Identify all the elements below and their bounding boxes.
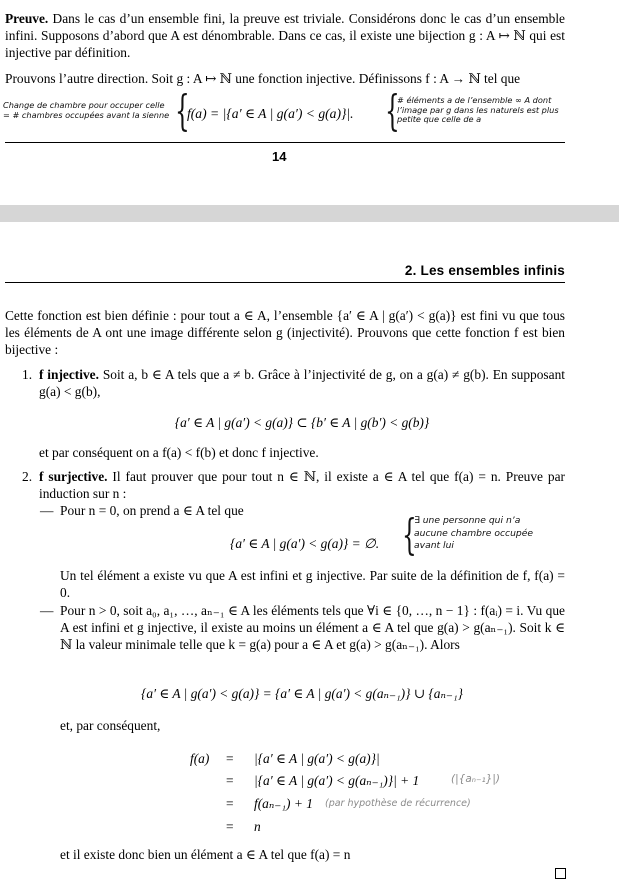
note-left-line-2: = # chambres occupées avant la sienne (3, 109, 170, 120)
handwritten-note-right (397, 96, 602, 125)
base-case-text: Pour n = 0, on prend a ∈ A tel que (60, 503, 244, 518)
item-2-number: 2. (22, 469, 33, 484)
item-2-paragraph (39, 468, 565, 502)
eq-row-2: |{a′ ∈ A | g(a′) < g(aₙ₋₁)}| + 1 (254, 773, 420, 788)
f-definition-formula: f(a) = |{a′ ∈ A | g(a′) < g(a)}|. (187, 106, 354, 121)
item-1-text: Soit a, b ∈ A tels que a ≠ b. Grâce à l’injectivité de g, on a g(a) ≠ g(b). En supposant g(a) < g(b), (39, 367, 565, 399)
base-case-conclusion: Un tel élément a existe vu que A est infini et g injective. Par suite de la définition de f, f(a) = 0. (60, 568, 565, 600)
therefore-text: et, par conséquent, (60, 718, 161, 733)
note-base-line-1: ∃ une personne qui n’a (414, 515, 521, 526)
item-1-formula: {a′ ∈ A | g(a′) < g(a)} ⊂ {b′ ∈ A | g(b′) < g(b)} (174, 415, 430, 430)
base-case-formula: {a′ ∈ A | g(a′) < g(a)} = ∅. (230, 536, 380, 551)
note-left-line-1: Change de chambre pour occuper celle (3, 100, 165, 110)
right-brace-icon: { (385, 86, 400, 135)
item-1-number: 1. (22, 367, 33, 382)
proof-label: Preuve. (5, 11, 49, 26)
handwritten-note-eq3: (par hypothèse de récurrence) (325, 798, 471, 809)
dash-case-n: — (40, 603, 54, 618)
item-2-text: Il faut prouver que pour tout n ∈ ℕ, il existe a ∈ A tel que f(a) = n. Preuve par induction sur n : (39, 469, 565, 501)
eq-sign-4: = (226, 819, 234, 834)
page-gap (0, 205, 619, 222)
footer-rule (5, 142, 565, 143)
item-1-paragraph (39, 366, 565, 400)
eq-lhs: f(a) (190, 751, 210, 766)
chapter-title: 2. Les ensembles infinis (404, 263, 565, 278)
proof-text: Dans le cas d’un ensemble fini, la preuve est triviale. Considérons donc le cas d’un ensemble infini. Supposons d’abord que A est dénombrable. Dans ce cas, il existe une bijection g : A ↦ ℕ qui est injective par définition. (5, 11, 565, 60)
item-2-heading: f surjective. (39, 469, 108, 484)
qed-square-icon (555, 868, 566, 879)
note-base-line-3: avant lui (414, 540, 454, 551)
proof-paragraph (5, 10, 565, 61)
eq-row-4: n (254, 819, 261, 834)
base-case-brace-icon: { (402, 510, 417, 559)
eq-sign-3: = (226, 796, 234, 811)
inductive-formula: {a′ ∈ A | g(a′) < g(a)} = {a′ ∈ A | g(a′) < g(aₙ₋₁)} ∪ {aₙ₋₁} (141, 686, 463, 701)
handwritten-note-eq2: (|{aₙ₋₁}|) (451, 773, 501, 785)
page-number: 14 (272, 149, 287, 164)
final-sentence: et il existe donc bien un élément a ∈ A tel que f(a) = n (60, 847, 351, 862)
other-direction-paragraph: Prouvons l’autre direction. Soit g : A ↦ ℕ une fonction injective. Définissons f : A → ℕ tel que (5, 71, 521, 86)
bottom-page (0, 222, 619, 885)
inductive-case-text: Pour n > 0, soit a₀, a₁, …, aₙ₋₁ ∈ A les éléments tels que ∀i ∈ {0, …, n − 1} : f(aᵢ) = i. Vu que A est infini et g injective, il existe au moins un élément a ∈ A tel que g(a) > g(aₙ₋₁). Soit k ∈ ℕ la valeur minimale telle que k = g(a) pour a ∈ A et g(a) > g(aₙ₋₁). Alors (60, 603, 565, 652)
eq-row-1: |{a′ ∈ A | g(a′) < g(a)}| (254, 751, 380, 766)
dash-case-0: — (40, 503, 54, 518)
eq-row-3: f(aₙ₋₁) + 1 (254, 796, 313, 811)
handwritten-note-left (3, 101, 175, 120)
eq-sign-1: = (226, 751, 234, 766)
note-right-line-2: l’image par g dans les naturels est plus (397, 104, 559, 115)
intro-paragraph: Cette fonction est bien définie : pour tout a ∈ A, l’ensemble {a′ ∈ A | g(a′) < g(a)} est fini vu que tous les éléments de A ont une image différente selon g (injectivité). Prouvons que cette fonction f est bien bijective : (5, 308, 565, 357)
item-1-heading: f injective. (39, 367, 99, 382)
note-right-line-3: petite que celle de a (397, 114, 482, 125)
header-rule (5, 282, 565, 283)
handwritten-note-base-case (414, 515, 584, 553)
note-right-line-1: # éléments a de l’ensemble ∞ A dont (397, 95, 552, 105)
note-base-line-2: aucune chambre occupée (414, 527, 534, 539)
left-brace-icon: { (175, 86, 190, 135)
item-1-conclusion: et par conséquent on a f(a) < f(b) et donc f injective. (39, 445, 319, 460)
eq-sign-2: = (226, 773, 234, 788)
top-page (0, 0, 619, 205)
